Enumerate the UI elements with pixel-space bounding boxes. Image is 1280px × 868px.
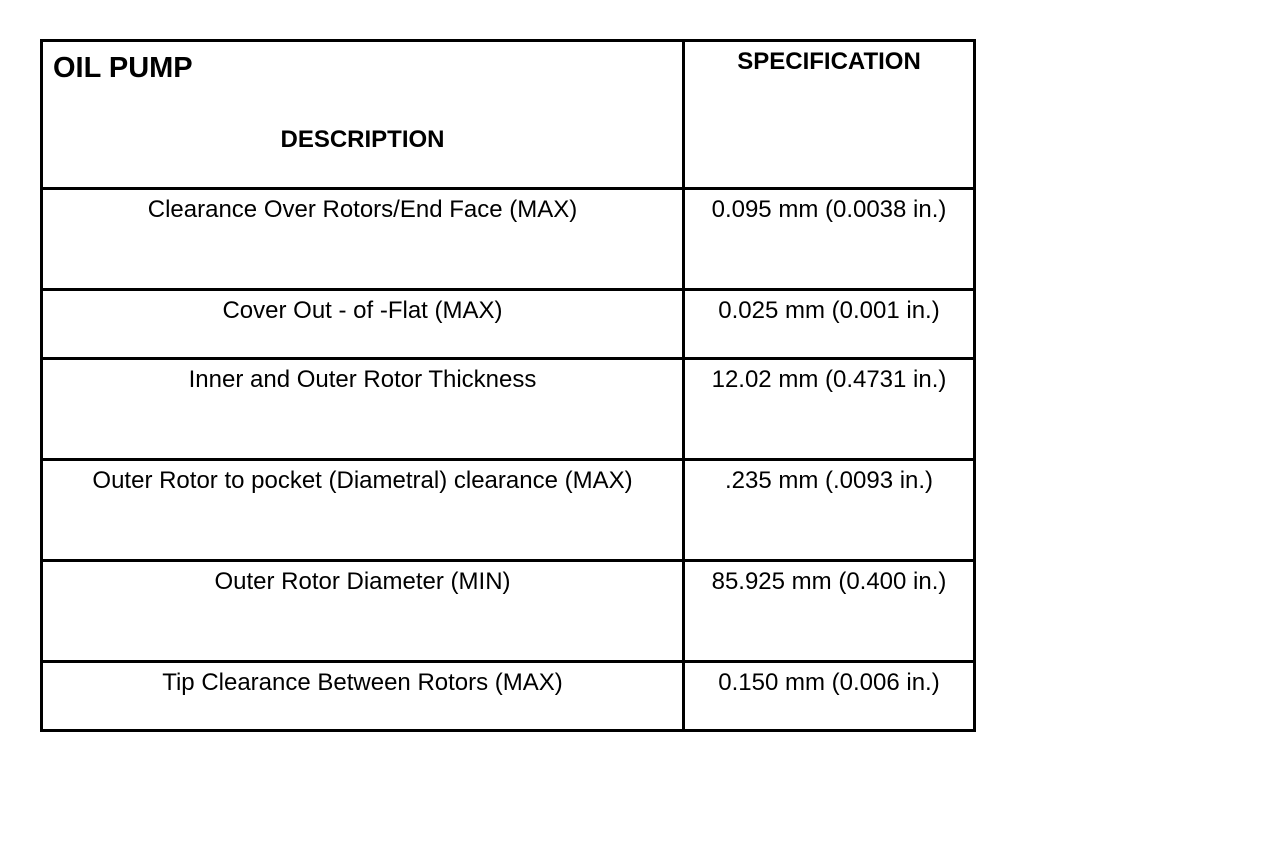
row-specification: 0.150 mm (0.006 in.) bbox=[684, 662, 975, 731]
row-specification: 12.02 mm (0.4731 in.) bbox=[684, 359, 975, 460]
header-description-cell bbox=[42, 41, 684, 189]
row-description: Outer Rotor to pocket (Diametral) clearance (MAX) bbox=[42, 460, 684, 561]
row-specification: 0.025 mm (0.001 in.) bbox=[684, 290, 975, 359]
table-row bbox=[42, 662, 975, 731]
table-row bbox=[42, 189, 975, 290]
oil-pump-spec-table bbox=[40, 39, 976, 732]
row-specification: 85.925 mm (0.400 in.) bbox=[684, 561, 975, 662]
table-row bbox=[42, 460, 975, 561]
table-row bbox=[42, 290, 975, 359]
row-specification: 0.095 mm (0.0038 in.) bbox=[684, 189, 975, 290]
table-row bbox=[42, 359, 975, 460]
row-specification: .235 mm (.0093 in.) bbox=[684, 460, 975, 561]
row-description: Outer Rotor Diameter (MIN) bbox=[42, 561, 684, 662]
specification-column-header: SPECIFICATION bbox=[684, 41, 975, 189]
row-description: Clearance Over Rotors/End Face (MAX) bbox=[42, 189, 684, 290]
description-column-header: DESCRIPTION bbox=[280, 126, 445, 153]
table-header-row bbox=[42, 41, 975, 189]
row-description: Cover Out - of -Flat (MAX) bbox=[42, 290, 684, 359]
row-description: Inner and Outer Rotor Thickness bbox=[42, 359, 684, 460]
row-description: Tip Clearance Between Rotors (MAX) bbox=[42, 662, 684, 731]
table-row bbox=[42, 561, 975, 662]
table-title: OIL PUMP bbox=[53, 52, 193, 84]
